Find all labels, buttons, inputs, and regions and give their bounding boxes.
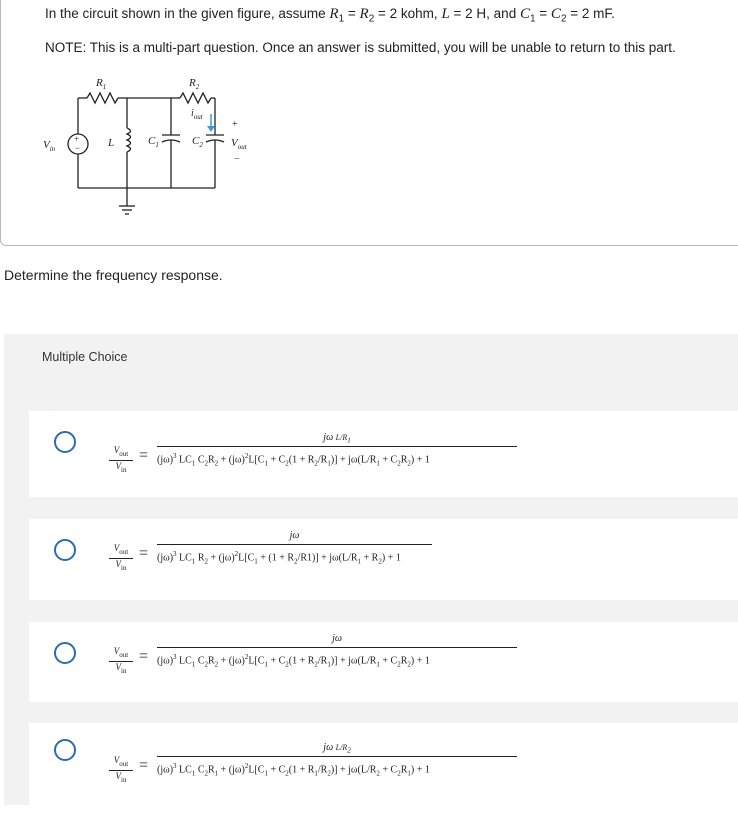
svg-text:−: − [234,154,240,165]
svg-text:L: L [108,137,115,149]
svg-text:C1: $C_1$ [148,135,159,149]
radio-button[interactable] [54,431,76,453]
question-note: NOTE: This is a multi-part question. Once an answer is submitted, you will be unable to return to this part. [45,40,676,55]
svg-text:+: + [74,134,80,144]
svg-text:−: − [75,143,81,153]
multiple-choice-header [4,334,738,380]
radio-button[interactable] [54,539,76,561]
answer-option-3[interactable]: $V_{out}$ $V_{in}$ = jω $(j\omega)^3$ $LC_1$ $C_2R_2 + (j\omega)^2L[C_1 + C_2(1 + R_2/R_1)] + j\omega(L/R_1 + C_2R_2) + 1$ [29,622,738,702]
radio-button[interactable] [54,642,76,664]
svg-text:R2: $R_2$ [189,77,200,91]
options-area [4,380,738,805]
multiple-choice-title: Multiple Choice [42,350,128,364]
svg-text:+: + [232,119,238,130]
radio-button[interactable] [54,739,76,761]
svg-text:R1: $R_1$ [96,77,107,91]
svg-text:C2: $C_2$ [192,135,203,149]
answer-option-4[interactable]: $V_{out}$ $V_{in}$ = jω L/R2 $(j\omega)^3$ $LC_1$ $C_2R_1 + (j\omega)^2L[C_1 + C_2(1 + R_1/R_2)] + j\omega(L/R_2 + C_2R_1) + 1$ [29,723,738,805]
question-prompt: Determine the frequency response. [4,267,223,283]
question-text: In the circuit shown in the given figure, assume $R_1 = R_2 = 2$ kohm, L = 2 H, and $C_1 = C_2 = 2$ mF. [45,6,615,25]
svg-text:Vin: $V_{in}$ [43,139,56,153]
answer-option-2[interactable]: $V_{out}$ $V_{in}$ = jω $(j\omega)^3$ $LC_1$ $R_2 + (j\omega)^2L[C_1 + (1 + R_2/R1)] + j\omega(L/R_1 + R_2) + 1$ [29,519,738,600]
circuit-diagram [35,72,265,222]
svg-text:Vout: $V_{out}$ [231,137,247,151]
svg-text:iout: $i_{out}$ [191,108,203,121]
answer-option-1[interactable]: $V_{out}$ $V_{in}$ = jω L/R1 $(j\omega)^3$ $LC_1$ $C_2R_2 + (j\omega)^2L[C_1 + C_2(1 + R_2/R_1)] + j\omega(L/R_1 + C_2R_2) + 1$ [29,411,738,497]
question-box [0,0,738,246]
